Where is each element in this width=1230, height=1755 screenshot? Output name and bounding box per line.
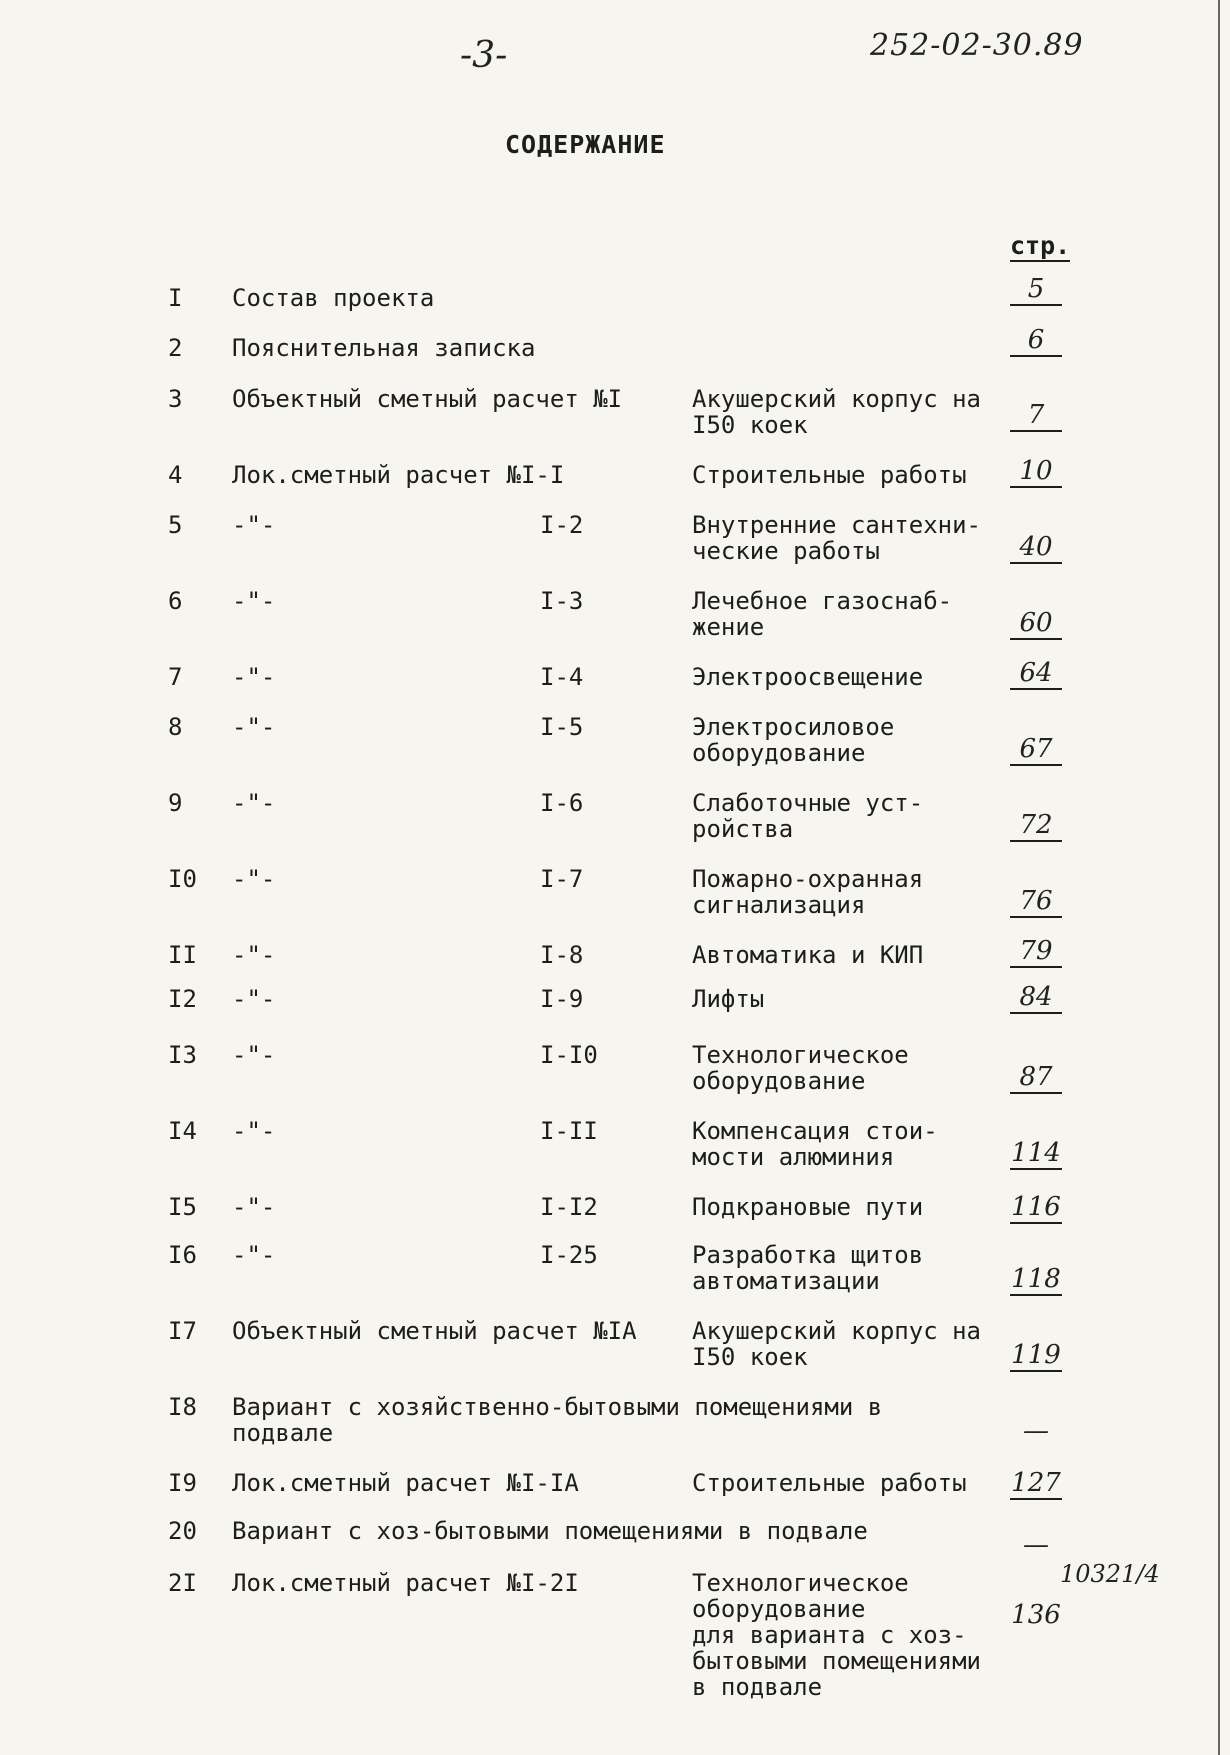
row-description: Состав проекта	[232, 284, 435, 312]
row-number: I2	[168, 985, 197, 1013]
row-subject: Автоматика и КИП	[692, 941, 924, 969]
page-number: -3-	[460, 35, 508, 76]
row-number: 5	[168, 511, 183, 539]
row-description: -"-	[232, 985, 276, 1013]
row-number: I0	[168, 865, 197, 893]
row-page: 40	[1010, 532, 1062, 564]
row-description: Объектный сметный расчет №IA	[232, 1317, 637, 1345]
row-number: I4	[168, 1117, 197, 1145]
row-code: I-9	[540, 985, 584, 1013]
row-number: 2	[168, 334, 183, 362]
row-subject: Акушерский корпус на I50 коек	[692, 1317, 981, 1371]
row-description: Вариант с хоз-бытовыми помещениями в подвале	[232, 1517, 868, 1545]
row-description: -"-	[232, 1117, 276, 1145]
row-page: 76	[1010, 886, 1062, 918]
row-number: I6	[168, 1241, 197, 1269]
row-subject: Строительные работы	[692, 461, 967, 489]
row-page: 116	[1011, 1192, 1061, 1222]
row-page: —	[1023, 1416, 1049, 1446]
row-number: 4	[168, 461, 183, 489]
row-number: I8	[168, 1393, 197, 1421]
row-description: -"-	[232, 511, 276, 539]
row-page: 64	[1010, 658, 1062, 690]
row-description: Пояснительная записка	[232, 334, 536, 362]
row-code: I-4	[540, 663, 584, 691]
row-page: 67	[1010, 734, 1062, 766]
row-page: 119	[1011, 1340, 1061, 1370]
row-page: 114	[1011, 1138, 1061, 1168]
row-code: I-8	[540, 941, 584, 969]
row-description: Лок.сметный расчет №I-I	[232, 461, 565, 489]
row-description: Лок.сметный расчет №I-IA	[232, 1469, 579, 1497]
row-number: 7	[168, 663, 183, 691]
row-subject: Технологическое оборудование	[692, 1041, 909, 1095]
row-subject: Разработка щитов автоматизации	[692, 1241, 924, 1295]
row-description: -"-	[232, 941, 276, 969]
row-page: 6	[1010, 325, 1062, 357]
row-number: I7	[168, 1317, 197, 1345]
row-description: -"-	[232, 587, 276, 615]
row-page: 60	[1010, 608, 1062, 640]
contents-title: СОДЕРЖАНИЕ	[505, 130, 666, 159]
row-description: Вариант с хозяйственно-бытовыми помещениями в подвале	[232, 1393, 883, 1447]
row-description: -"-	[232, 865, 276, 893]
row-number: 9	[168, 789, 183, 817]
row-subject: Лечебное газоснаб- жение	[692, 587, 953, 641]
row-number: 3	[168, 385, 183, 413]
row-description: -"-	[232, 663, 276, 691]
row-page: 7	[1010, 400, 1062, 432]
row-number: I5	[168, 1193, 197, 1221]
page-column-header: стр.	[1010, 231, 1071, 260]
row-page: 84	[1010, 982, 1062, 1014]
row-subject: Акушерский корпус на I50 коек	[692, 385, 981, 439]
row-number: I	[168, 284, 183, 312]
row-description: -"-	[232, 789, 276, 817]
row-description: -"-	[232, 1041, 276, 1069]
row-page: 127	[1011, 1468, 1061, 1498]
row-subject: Слаботочные уст- ройства	[692, 789, 924, 843]
row-code: I-3	[540, 587, 584, 615]
row-code: I-II	[540, 1117, 598, 1145]
row-number: I9	[168, 1469, 197, 1497]
row-subject: Подкрановые пути	[692, 1193, 924, 1221]
row-description: -"-	[232, 1241, 276, 1269]
row-subject: Электроосвещение	[692, 663, 924, 691]
row-code: I-2	[540, 511, 584, 539]
row-page: 118	[1011, 1264, 1061, 1294]
row-subject: Внутренние сантехни- ческие работы	[692, 511, 981, 565]
row-code: I-6	[540, 789, 584, 817]
row-page: 10	[1010, 456, 1062, 488]
row-page: 136	[1011, 1600, 1061, 1630]
row-subject: Лифты	[692, 985, 765, 1013]
row-subject: Электросиловое оборудование	[692, 713, 895, 767]
row-number: II	[168, 941, 197, 969]
row-page: —	[1023, 1530, 1049, 1560]
row-subject: Компенсация стои- мости алюминия	[692, 1117, 938, 1171]
row-page: 72	[1010, 810, 1062, 842]
row-code: I-25	[540, 1241, 598, 1269]
row-number: 6	[168, 587, 183, 615]
row-code: I-7	[540, 865, 584, 893]
row-description: Лок.сметный расчет №I-2I	[232, 1569, 579, 1597]
row-description: -"-	[232, 1193, 276, 1221]
page-edge-line	[1218, 0, 1220, 1755]
row-number: I3	[168, 1041, 197, 1069]
row-page: 79	[1010, 936, 1062, 968]
row-number: 2I	[168, 1569, 197, 1597]
archive-number: 10321/4	[1060, 1560, 1160, 1588]
row-description: -"-	[232, 713, 276, 741]
row-subject: Строительные работы	[692, 1469, 967, 1497]
row-number: 8	[168, 713, 183, 741]
row-code: I-I2	[540, 1193, 598, 1221]
row-code: I-5	[540, 713, 584, 741]
row-code: I-I0	[540, 1041, 598, 1069]
row-subject: Пожарно-охранная сигнализация	[692, 865, 924, 919]
row-number: 20	[168, 1517, 197, 1545]
row-description: Объектный сметный расчет №I	[232, 385, 623, 413]
document-code: 252-02-30.89	[870, 28, 1084, 63]
row-page: 87	[1010, 1062, 1062, 1094]
row-subject: Технологическое оборудование для варианта с хоз- бытовыми помещениями в подвале	[692, 1569, 981, 1701]
row-page: 5	[1010, 274, 1062, 306]
